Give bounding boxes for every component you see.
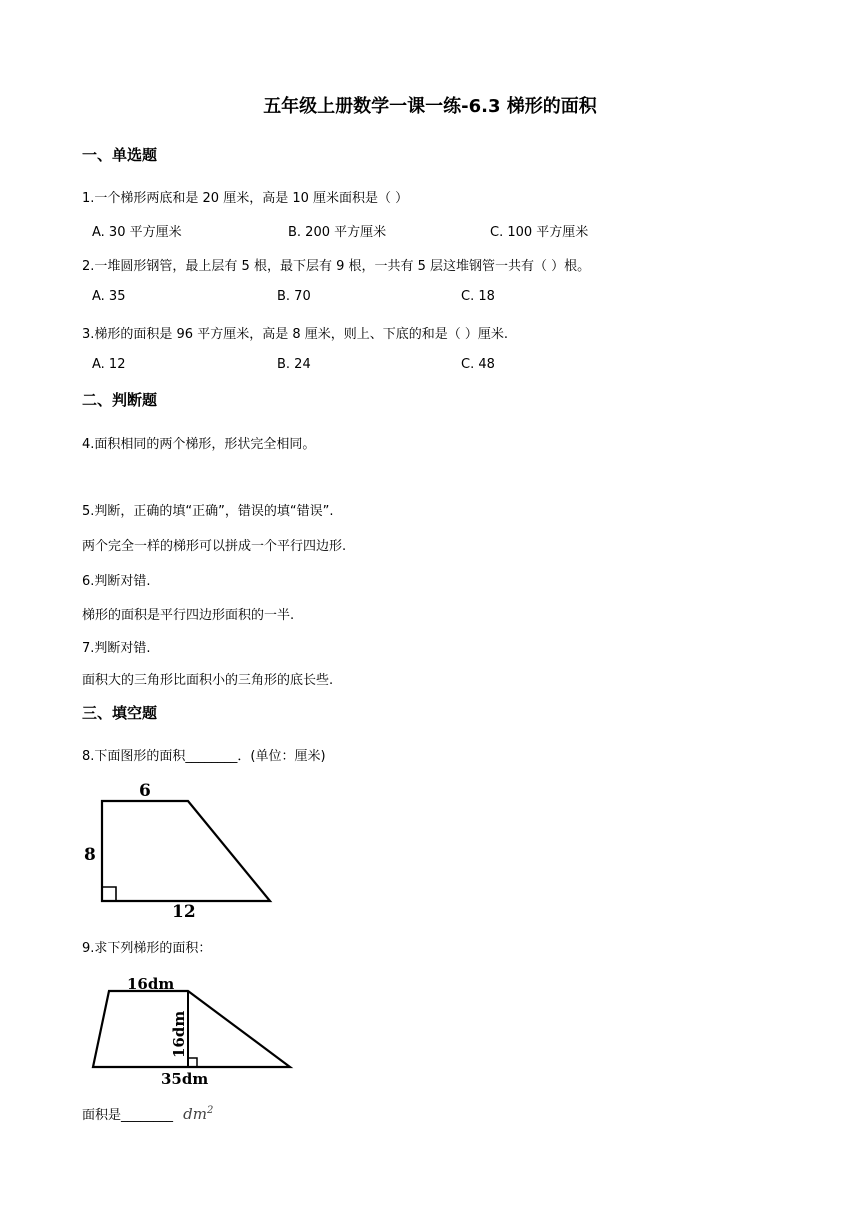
question-1-text: 1.一个梯形两底和是 20 厘米，高是 10 厘米面积是（ ） [82, 191, 409, 206]
q8-bottom-label: 12 [172, 902, 196, 922]
q1-option-a[interactable]: A. 30 平方厘米 [92, 225, 182, 240]
q9-answer-line [82, 1104, 213, 1123]
question-6-text: 6.判断对错. [82, 574, 151, 589]
q3-option-a[interactable]: A. 12 [92, 357, 126, 372]
q8-trapezoid-figure [80, 778, 280, 924]
q9-height-label: 16dm [170, 1010, 188, 1058]
question-2-text: 2.一堆圆形钢管，最上层有 5 根，最下层有 9 根，一共有 5 层这堆钢管一共有（ ）根。 [82, 259, 591, 274]
question-9-text: 9.求下列梯形的面积： [82, 941, 212, 956]
question-5-statement: 两个完全一样的梯形可以拼成一个平行四边形. [82, 539, 347, 554]
q1-option-c[interactable]: C. 100 平方厘米 [490, 225, 589, 240]
q2-option-c[interactable]: C. 18 [461, 289, 495, 304]
section-heading-true-false: 二、判断题 [82, 391, 158, 409]
q8-trapezoid-shape [102, 801, 270, 901]
q9-trapezoid-shape [93, 991, 290, 1067]
q9-trapezoid-figure [85, 970, 305, 1092]
q3-option-b[interactable]: B. 24 [277, 357, 311, 372]
question-7-statement: 面积大的三角形比面积小的三角形的底长些. [82, 673, 334, 688]
question-3-text: 3.梯形的面积是 96 平方厘米，高是 8 厘米，则上、下底的和是（ ）厘米. [82, 327, 509, 342]
q9-answer-label[interactable]: 面积是________ [82, 1108, 174, 1123]
q9-right-angle-mark [188, 1058, 197, 1067]
question-4-text: 4.面积相同的两个梯形，形状完全相同。 [82, 437, 316, 452]
q8-right-angle-mark [102, 887, 116, 901]
q2-option-b[interactable]: B. 70 [277, 289, 311, 304]
question-7-text: 7.判断对错. [82, 641, 151, 656]
q9-bottom-label: 35dm [161, 1070, 209, 1088]
q9-top-label: 16dm [127, 975, 175, 993]
question-5-text: 5.判断，正确的填“正确”，错误的填“错误”. [82, 504, 334, 519]
question-8-text: 8.下面图形的面积________．(单位：厘米) [82, 749, 326, 764]
q8-left-label: 8 [84, 845, 96, 865]
question-6-statement: 梯形的面积是平行四边形面积的一半. [82, 608, 295, 623]
q9-unit: $dm^2$ [183, 1105, 214, 1123]
page-title: 五年级上册数学一课一练-6.3 梯形的面积 [263, 96, 597, 117]
q8-top-label: 6 [139, 781, 151, 801]
section-heading-single-choice: 一、单选题 [82, 146, 158, 164]
q3-option-c[interactable]: C. 48 [461, 357, 495, 372]
q2-option-a[interactable]: A. 35 [92, 289, 126, 304]
section-heading-fill-blank: 三、填空题 [82, 704, 158, 722]
q1-option-b[interactable]: B. 200 平方厘米 [288, 225, 387, 240]
